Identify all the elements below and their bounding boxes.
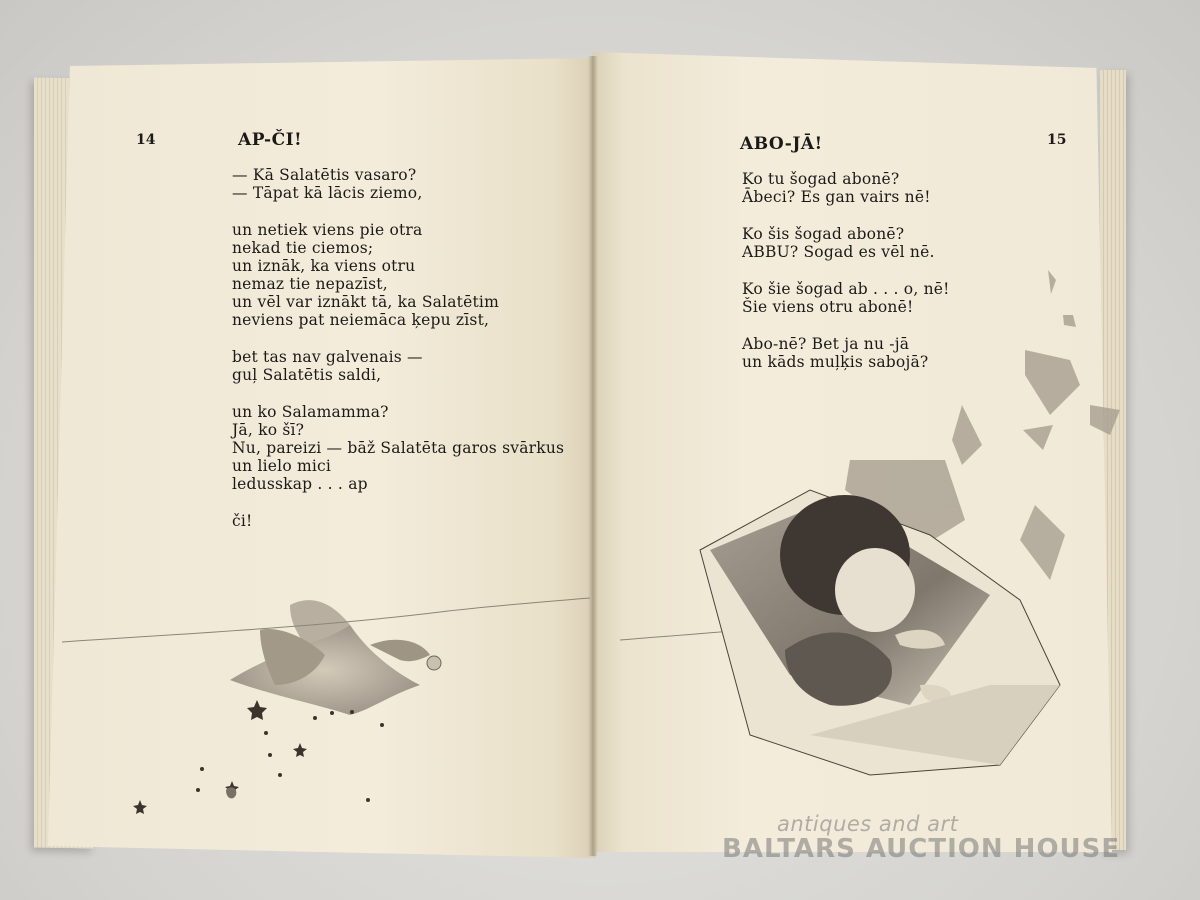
poem-line: guļ Salatētis saldi, [232,366,382,384]
stanza-gap [232,202,564,221]
watermark-tagline: antiques and art [777,812,959,836]
poem-line: un kāds muļķis sabojā? [742,353,929,371]
envelope-child-illustration [690,265,1130,805]
poem-line: un netiek viens pie otra [232,221,423,239]
poem-line: či! [232,512,253,530]
right-page-title: ABO-JĀ! [740,134,823,154]
stanza-gap [232,329,564,348]
poem-line: un iznāk, ka viens otru [232,257,416,275]
poem-line: Ko šis šogad abonē? [742,225,905,243]
poem-line: — Kā Salatētis vasaro? [232,166,417,184]
poem-line: ledusskap . . . ap [232,475,368,493]
poem-line: un vēl var iznākt tā, ka Salatētim [232,293,499,311]
poem-line: Šie viens otru abonē! [742,298,914,316]
poem-line: nekad tie ciemos; [232,239,374,257]
poem-line: bet tas nav galvenais — [232,348,423,366]
watermark-brand: BALTARS AUCTION HOUSE [722,834,1121,864]
left-page-number: 14 [136,132,156,148]
stanza-gap [232,493,564,512]
book-gutter [588,56,598,856]
right-page-number: 15 [1047,132,1067,148]
left-poem [232,166,564,530]
poem-line: — Tāpat kā lācis ziemo, [232,184,423,202]
poem-line: un ko Salamamma? [232,403,389,421]
watermark [722,812,1122,872]
poem-line: Jā, ko šī? [232,421,305,439]
poem-line: ABBU? Sogad es vēl nē. [742,243,935,261]
stanza-gap [742,206,950,225]
poem-line: nemaz tie nepazīst, [232,275,388,293]
stanza-gap [232,384,564,403]
poem-line: Abo-nē? Bet ja nu -jā [742,335,910,353]
poem-line: Ko tu šogad abonē? [742,170,900,188]
poem-line: un lielo mici [232,457,332,475]
poem-line: Ko šie šogad ab . . . o, nē! [742,280,950,298]
left-page-title: AP-ČI! [238,130,303,150]
poem-line: Ābeci? Es gan vairs nē! [742,188,931,206]
poem-line: Nu, pareizi — bāž Salatēta garos svārkus [232,439,565,457]
poem-line: neviens pat neiemāca ķepu zīst, [232,311,490,329]
